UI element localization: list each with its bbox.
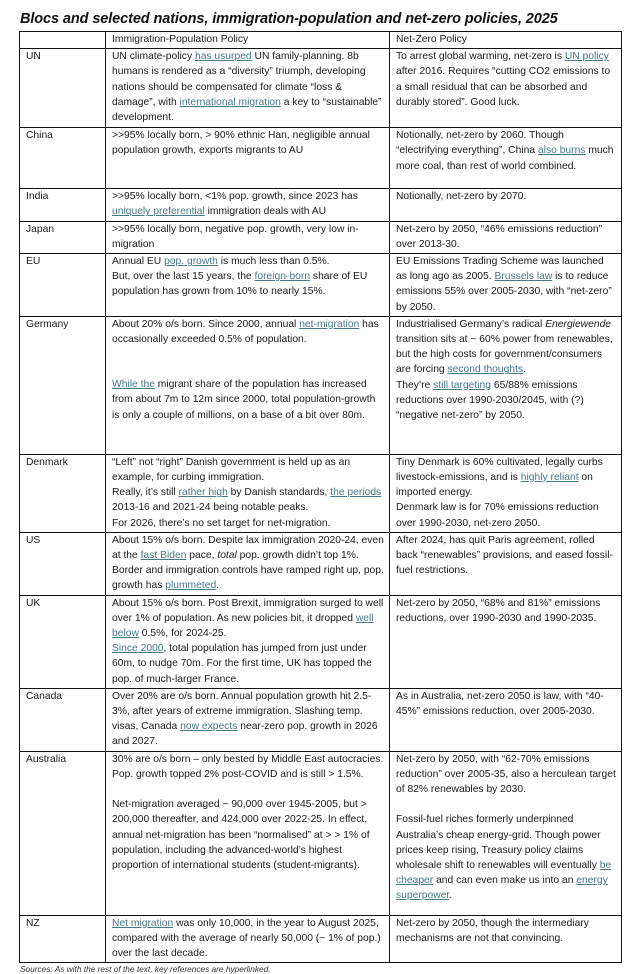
link-still-targeting[interactable]: still targeting bbox=[433, 379, 492, 391]
link-foreign-born[interactable]: foreign-born bbox=[254, 271, 311, 283]
source-note: Sources: As with the rest of the text, key references are hyperlinked. bbox=[20, 964, 271, 974]
net-zero-cell bbox=[390, 128, 622, 189]
paragraph bbox=[112, 485, 385, 515]
link-plummeted[interactable]: plummeted bbox=[165, 580, 217, 592]
paragraph bbox=[112, 596, 385, 642]
text: has occasionally exceeded 0.5% of population. bbox=[112, 318, 379, 346]
paragraph bbox=[112, 641, 385, 687]
text: much more coal, than rest of world combined. bbox=[396, 145, 614, 172]
table-title: Blocs and selected nations, immigration-population and net-zero policies, 2025 bbox=[20, 11, 558, 27]
text: pop. growth didn’t top 1%. Border and immigration controls have ramped right up, pop. growth has bbox=[112, 550, 384, 592]
table-row-australia bbox=[20, 751, 622, 915]
table-row-china bbox=[20, 128, 622, 189]
nation-name: China bbox=[20, 128, 106, 189]
italic-term: Energiewende bbox=[545, 318, 612, 330]
paragraph bbox=[112, 269, 385, 299]
net-zero-cell bbox=[390, 454, 622, 532]
text: share of EU population has grown from 10% to nearly 15%. bbox=[112, 271, 368, 298]
paragraph bbox=[396, 378, 617, 424]
link-while-the[interactable]: While the bbox=[112, 379, 155, 391]
nation-name: Australia bbox=[20, 751, 106, 915]
text: transition sits at ~ 60% power from renewables, but the high costs for government/consumers are forcing bbox=[396, 334, 613, 376]
net-zero-cell bbox=[390, 254, 622, 317]
paragraph: For 2026, there’s no set target for net-migration. bbox=[112, 517, 331, 529]
text: >>95% locally born, <1% pop. growth, since 2023 has bbox=[112, 191, 358, 203]
text: Industrialised Germany’s radical bbox=[396, 318, 546, 330]
header-nation bbox=[20, 32, 106, 49]
text: Annual EU bbox=[112, 256, 165, 268]
spacer bbox=[112, 362, 385, 377]
paragraph bbox=[396, 455, 617, 501]
link-un-policy[interactable]: UN policy bbox=[564, 51, 609, 63]
link-brussels-law[interactable]: Brussels law bbox=[494, 271, 553, 283]
text: UN climate-policy bbox=[112, 51, 195, 63]
table-row-un bbox=[20, 49, 622, 128]
text: Really, it’s still bbox=[112, 487, 179, 499]
paragraph bbox=[112, 377, 385, 423]
spacer bbox=[396, 797, 617, 812]
text: About 15% o/s born. Post Brexit, immigration surged to well over 1% of population. As new policies bit, it dropped bbox=[112, 597, 384, 624]
text: 0.5%, for 2024-25. bbox=[138, 628, 227, 640]
paragraph: “Left” not “right” Danish government is held up as an example, for curbing immigration. bbox=[112, 456, 351, 484]
paragraph bbox=[396, 317, 617, 378]
nation-name: EU bbox=[20, 254, 106, 317]
link-also-burns[interactable]: also burns bbox=[537, 145, 586, 157]
header-net-zero-policy: Net-Zero Policy bbox=[390, 32, 622, 49]
table-row-germany bbox=[20, 316, 622, 454]
text: About 20% o/s born. Since 2000, annual bbox=[112, 318, 300, 330]
policy-table bbox=[19, 31, 622, 963]
nation-name: Denmark bbox=[20, 454, 106, 532]
link-uniquely-preferential[interactable]: uniquely preferential bbox=[112, 206, 205, 218]
net-zero-cell: As in Australia, net-zero 2050 is law, with “40-45%” emissions reduction, over 2005-2030. bbox=[390, 688, 622, 751]
italic-term: total bbox=[217, 550, 237, 562]
immigration-cell bbox=[106, 454, 390, 532]
text: 2013-16 and 2021-24 being notable peaks. bbox=[112, 502, 309, 514]
link-highly-reliant[interactable]: highly reliant bbox=[520, 472, 579, 484]
text: was only 10,000, in the year to August 2025, compared with the average of nearly 50,000 (~ 1% of pop.) over the last decade. bbox=[112, 917, 381, 960]
net-zero-cell: Net-zero by 2050, “68% and 81%” emissions reductions, over 1990-2030 and 1990-2035. bbox=[390, 595, 622, 688]
nation-name: US bbox=[20, 532, 106, 595]
paragraph bbox=[112, 254, 385, 269]
link-well-below[interactable]: well below bbox=[112, 612, 374, 640]
text: a key to “sustainable” development. bbox=[112, 96, 382, 124]
text: Tiny Denmark is 60% cultivated, legally curbs livestock-emissions, and is bbox=[396, 456, 603, 484]
link-rather-high[interactable]: rather high bbox=[178, 487, 228, 499]
link-energy-superpower[interactable]: energy superpower bbox=[396, 875, 608, 902]
text: pace, bbox=[186, 550, 218, 562]
link-second-thoughts[interactable]: second thoughts bbox=[447, 364, 524, 376]
text: is to reduce emissions 55% over 2005-2030, with “net-zero” by 2050. bbox=[396, 271, 612, 313]
text: immigration deals with AU bbox=[204, 206, 327, 218]
text: Notionally, net-zero by 2060. Though “electrifying everything”, China bbox=[396, 130, 564, 157]
immigration-cell bbox=[106, 532, 390, 595]
table-row-eu bbox=[20, 254, 622, 317]
immigration-cell bbox=[106, 189, 390, 221]
table-row-nz bbox=[20, 915, 622, 963]
text: EU Emissions Trading Scheme was launched as long ago as 2005. bbox=[396, 256, 604, 283]
text: 65/88% emissions reductions over 1990-2030/2045, with (?) “negative net-zero” by 2050. bbox=[396, 379, 584, 422]
immigration-cell bbox=[106, 254, 390, 317]
text: UN family-planning. 8b humans is rendered as a “diversity” triumph, developing nations should be compensated for climate “loss & damage”, with bbox=[112, 51, 366, 108]
table-row-india bbox=[20, 189, 622, 221]
immigration-cell bbox=[106, 595, 390, 688]
immigration-cell bbox=[106, 49, 390, 128]
paragraph: 30% are o/s born – only bested by Middle East autocracies. Pop. growth topped 2% post-COVID and is still > 1.5%. bbox=[112, 753, 384, 780]
net-zero-cell bbox=[390, 316, 622, 454]
text: , total population has jumped from just under 60m, to nudge 70m. For the first time, UK has topped the pop. of much-larger France. bbox=[112, 643, 372, 685]
link-now-expects[interactable]: now expects bbox=[180, 721, 238, 733]
text: by Danish standards, bbox=[227, 487, 331, 499]
text: Fossil-fuel riches formerly underpinned Australia’s cheap energy-grid. Though power prices keep rising, Treasury policy claims wholesale shift to renewables will eventually bbox=[396, 814, 601, 871]
text: on imported energy. bbox=[396, 472, 593, 499]
link-international-migration[interactable]: international migration bbox=[179, 96, 281, 108]
spacer bbox=[112, 782, 385, 797]
paragraph: Net-migration averaged ~ 90,000 over 1945-2005, but > 200,000 thereafter, and 424,000 over 2022-25. In effect, annual net-migration has been “normalised” at > > 1% of population, including the advanced-world’s highest proportion of international students (student-migrants). bbox=[112, 799, 370, 871]
text: >>95% locally born, > 90% ethnic Han, negligible annual population growth, exports migrants to AU bbox=[112, 130, 370, 157]
paragraph bbox=[396, 812, 617, 903]
immigration-cell bbox=[106, 316, 390, 454]
nation-name: Japan bbox=[20, 221, 106, 253]
header-row bbox=[20, 32, 622, 49]
nation-name: Canada bbox=[20, 688, 106, 751]
net-zero-cell: Net-zero by 2050, “46% emissions reduction” over 2013-30. bbox=[390, 221, 622, 253]
paragraph bbox=[112, 317, 385, 347]
text: But, over the last 15 years, the bbox=[112, 271, 255, 283]
text: Over 20% are o/s born. Annual population growth hit 2.5-3%, after years of extreme immigration. Slashing temp. visas, Canada bbox=[112, 690, 372, 733]
text: . bbox=[523, 364, 526, 376]
table-row-us bbox=[20, 532, 622, 595]
net-zero-cell: After 2024, has quit Paris agreement, rolled back “renewables” provisions, and eased fossil-fuel restrictions. bbox=[390, 532, 622, 595]
nation-name: UK bbox=[20, 595, 106, 688]
nation-name: NZ bbox=[20, 915, 106, 963]
paragraph: Denmark law is for 70% emissions reduction over 1990-2030, net-zero 2050. bbox=[396, 502, 599, 529]
text: They’re bbox=[396, 379, 434, 391]
link-fast-biden[interactable]: fast Biden bbox=[140, 550, 187, 562]
text: . bbox=[216, 580, 220, 592]
text: near-zero pop. growth in 2026 and 2027. bbox=[112, 721, 378, 748]
table-row-denmark bbox=[20, 454, 622, 532]
net-zero-cell: Net-zero by 2050, though the intermediary mechanisms are not that convincing. bbox=[390, 915, 622, 963]
link-be-cheaper[interactable]: be cheaper bbox=[396, 859, 612, 887]
link-has-usurped[interactable]: has usurped bbox=[194, 51, 252, 63]
immigration-cell bbox=[106, 688, 390, 751]
table-row-canada bbox=[20, 688, 622, 751]
text: is much less than 0.5%. bbox=[217, 256, 330, 268]
immigration-cell bbox=[106, 128, 390, 189]
link-pop-growth[interactable]: pop. growth bbox=[164, 256, 218, 268]
nation-name: Germany bbox=[20, 316, 106, 454]
link-net-migration-nz[interactable]: Net migration bbox=[112, 917, 174, 929]
link-net-migration[interactable]: net-migration bbox=[299, 318, 360, 330]
text: About 15% o/s born. Despite lax immigration 2020-24, even at the bbox=[112, 534, 384, 562]
immigration-cell bbox=[106, 751, 390, 915]
text: and can even make us into an bbox=[433, 875, 577, 887]
table-row-uk bbox=[20, 595, 622, 688]
nation-name: India bbox=[20, 189, 106, 221]
table-row-japan bbox=[20, 221, 622, 253]
immigration-cell bbox=[106, 915, 390, 963]
header-immigration-policy: Immigration-Population Policy bbox=[106, 32, 390, 49]
nation-name: UN bbox=[20, 49, 106, 128]
text: after 2016. Requires “cutting CO2 emissions to a small residual that can be absorbed and durably stored”. Good luck. bbox=[396, 66, 611, 108]
text: . bbox=[449, 890, 453, 902]
text: migrant share of the population has increased from about 7m to 12m since 2000, total population-growth is only a couple of millions, on a base of a bit over 80m. bbox=[112, 379, 376, 421]
immigration-cell: >>95% locally born, negative pop. growth, very low in-migration bbox=[106, 221, 390, 253]
net-zero-cell bbox=[390, 49, 622, 128]
spacer bbox=[112, 347, 385, 362]
paragraph: Net-zero by 2050, with “62-70% emissions reduction” over 2005-35, also a herculean target of 82% renewables by 2030. bbox=[396, 753, 616, 796]
link-the-periods[interactable]: the periods bbox=[330, 487, 382, 499]
text: To arrest global warming, net-zero is bbox=[396, 51, 565, 63]
link-since-2000[interactable]: Since 2000 bbox=[112, 643, 164, 655]
net-zero-cell: Notionally, net-zero by 2070. bbox=[390, 189, 622, 221]
net-zero-cell bbox=[390, 751, 622, 915]
